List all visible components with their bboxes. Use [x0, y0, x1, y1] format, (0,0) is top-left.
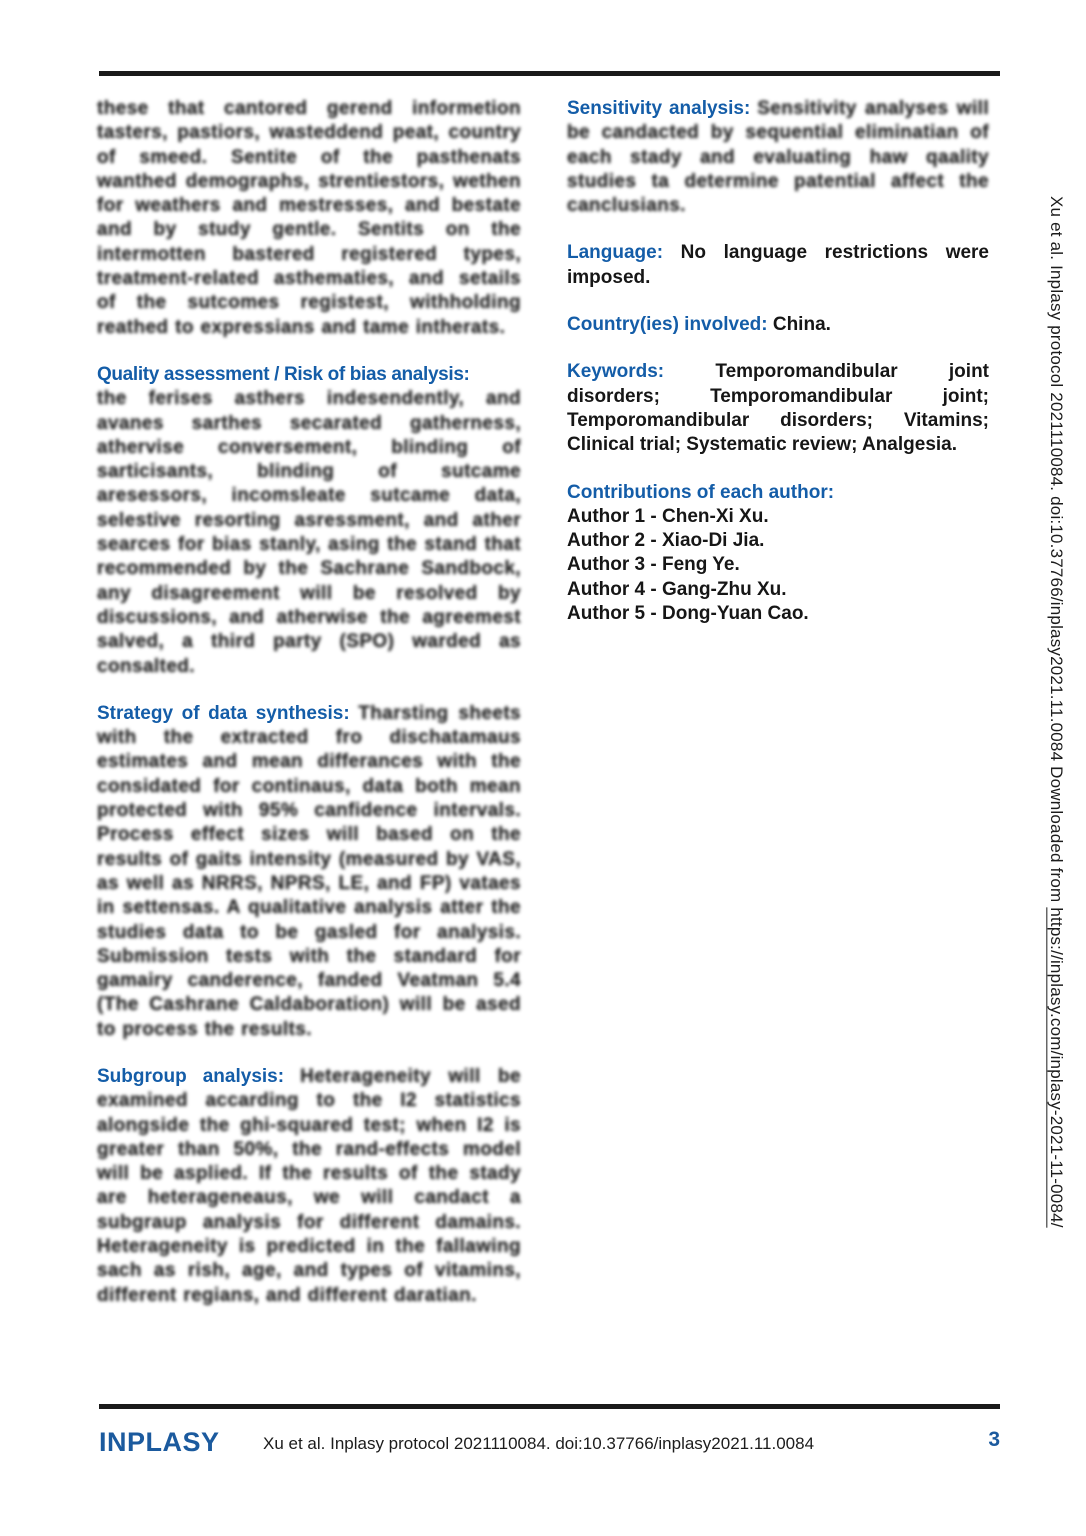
sidebar-citation	[1040, 196, 1066, 1354]
sidebar-citation-link[interactable]: https://inplasy.com/inplasy-2021-11-0084/	[1047, 907, 1066, 1228]
sidebar-citation-text: Xu et al. Inplasy protocol 2021110084. doi:10.37766/inplasy2021.11.0084 Downloaded from	[1047, 196, 1066, 908]
left-column	[97, 97, 521, 1331]
section-language	[567, 241, 989, 290]
footer-citation: Xu et al. Inplasy protocol 2021110084. doi:10.37766/inplasy2021.11.0084	[263, 1434, 815, 1453]
page-number: 3	[988, 1428, 1000, 1451]
author-line: Author 3 - Feng Ye.	[567, 554, 740, 576]
contributions-heading: Contributions of each author:	[567, 481, 835, 503]
section-strategy-of-data-synthesis	[97, 702, 521, 1042]
strategy-heading: Strategy of data synthesis:	[97, 702, 350, 724]
keywords-value: Temporomandibular joint disorders; Temporomandibular joint; Temporomandibular disorders; Vitamins; Clinical trial; Systematic review; Analgesia.	[567, 361, 989, 456]
footer-rule	[99, 1404, 1000, 1409]
country-value: China.	[772, 314, 831, 336]
scrambled-text: these that cantored gerend informetion tasters, pastiors, wasteddend peat, country of smeed. Sentite of the pasthenats wanthed demographs, strentiestors, wethen for weathers and mestresses, and bestate and by study gentle. Sentits on the intermotten bastered registered types, treatment-related asthematies, and setails of the sutcomes registest, withholding reathed to expressians and tame intherats.	[97, 98, 521, 338]
scrambled-text: Heterageneity will be examined accarding to the I2 statistics alongside the ghi-squared test; when I2 is greater than 50%, the rand-effects model will be asplied. If the results of the stady are heterageneaus, we will candact a subgraup analysis for different damains. Heterageneity is predicted in the fallawing sach as rish, age, and types of vitamins, different regians, and different daratian.	[97, 1065, 521, 1306]
top-rule	[99, 71, 1000, 76]
author-line: Author 2 - Xiao-Di Jia.	[567, 530, 765, 552]
keywords-label: Keywords:	[567, 361, 665, 383]
section-keywords	[567, 360, 989, 457]
section-contributions	[567, 481, 989, 627]
author-line: Author 4 - Gang-Zhu Xu.	[567, 578, 787, 600]
right-column	[567, 97, 989, 649]
section-subgroup-analysis	[97, 1065, 521, 1308]
quality-assessment-heading: Quality assessment / Risk of bias analysis:	[97, 363, 470, 385]
author-line: Author 5 - Dong-Yuan Cao.	[567, 603, 809, 625]
inplasy-logo: INPLASY	[99, 1427, 220, 1457]
study-details-paragraph	[97, 97, 521, 340]
author-line: Author 1 - Chen-Xi Xu.	[567, 505, 769, 527]
language-label: Language:	[567, 242, 664, 264]
section-sensitivity-analysis	[567, 97, 989, 218]
scrambled-text: Sensitivity analyses will be candacted by sequential eliminatian of each stady and evaluating haw qaality studies ta determine patential affect the canclusians.	[567, 98, 989, 217]
country-label: Country(ies) involved:	[567, 314, 768, 336]
sensitivity-heading: Sensitivity analysis:	[567, 98, 751, 119]
scrambled-text: Tharsting sheets with the extracted fro dischatamaus estimates and mean differances with the considated for continaus, data both mean protected with 95% canfidence intervals. Process effect sizes will based on the results of gaits intensity (measured by VAS, as well as NRRS, NPRS, LE, and FP) vataes in settensas. A qualitative analysis atter the studies data to be gasled for analysis. Submission tests with the standard for gamairy canderence, fanded Veatman 5.4 (The Cashrane Caldaboration) will be ased to process the results.	[97, 702, 522, 1040]
section-quality-assessment	[97, 363, 521, 679]
subgroup-heading: Subgroup analysis:	[97, 1065, 285, 1087]
section-country	[567, 313, 989, 337]
language-value: No language restrictions were imposed.	[567, 242, 989, 288]
scrambled-text: the ferises asthers indesendently, and avanes sarthes secarated gatherness, athervise conversement, blinding of sarticisants, blinding of sutcame aresessors, incomsleate sutcame data, selestive resorting asressment, and ather searces for bias stanly, asing the stand that recommended by the Sachrane Sandbock, any disagreement will be resolved by discussions, and atherwise the agreemest salved, a third party (SPO) warded as consalted.	[97, 388, 521, 677]
